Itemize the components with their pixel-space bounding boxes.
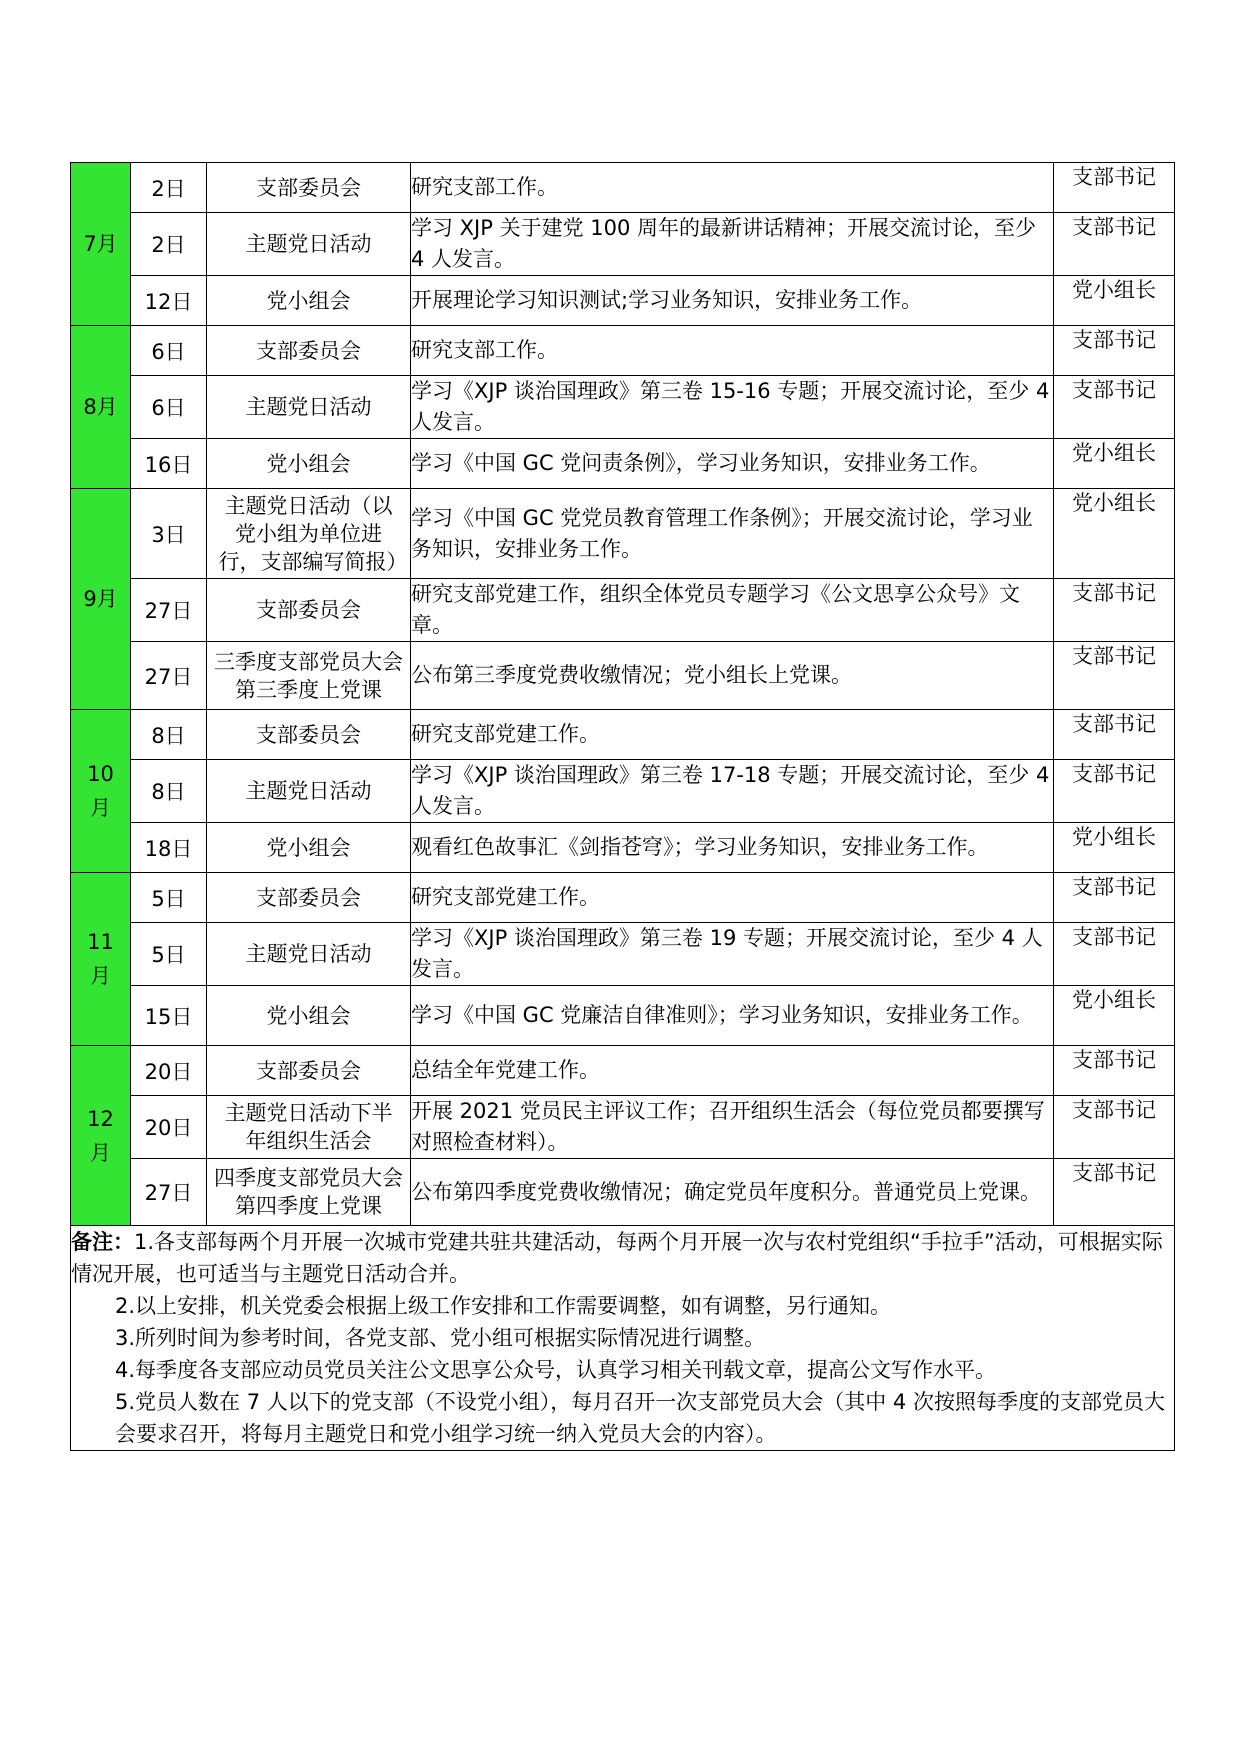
content-text: 观看红色故事汇《剑指苍穹》；学习业务知识，安排业务工作。 <box>411 835 989 859</box>
owner-text: 党小组长 <box>1072 988 1156 1012</box>
day-text: 6日 <box>151 396 186 420</box>
month-label: 9月 <box>83 587 118 611</box>
type-text: 支部委员会 <box>256 722 361 747</box>
day-text: 2日 <box>151 233 186 257</box>
schedule-table <box>70 162 1175 1451</box>
content-text: 学习《中国 GC 党问责条例》，学习业务知识，安排业务工作。 <box>411 451 991 475</box>
content-cell <box>411 873 1054 923</box>
notes-label: 备注： <box>71 1230 134 1254</box>
type-text: 主题党日活动下半年组织生活会 <box>224 1101 393 1153</box>
type-text: 主题党日活动（以党小组为单位进行，支部编写简报） <box>218 493 408 574</box>
schedule-body <box>71 163 1175 1451</box>
owner-text: 党小组长 <box>1072 441 1156 465</box>
owner-text: 党小组长 <box>1072 491 1156 515</box>
day-cell <box>131 1046 207 1096</box>
owner-text: 支部书记 <box>1072 215 1156 239</box>
note-item: 3.所列时间为参考时间，各党支部、党小组可根据实际情况进行调整。 <box>115 1326 766 1350</box>
schedule-row <box>71 823 1175 873</box>
month-label: 8月 <box>83 395 118 419</box>
day-cell <box>131 1159 207 1226</box>
content-text: 研究支部党建工作。 <box>411 885 600 909</box>
day-cell <box>131 376 207 439</box>
owner-text: 支部书记 <box>1072 1048 1156 1072</box>
schedule-row <box>71 642 1175 710</box>
content-text: 学习 XJP 关于建党 100 周年的最新讲话精神；开展交流讨论，至少 4 人发言。 <box>411 216 1037 271</box>
owner-cell <box>1054 326 1175 376</box>
day-cell <box>131 710 207 760</box>
content-text: 学习《XJP 谈治国理政》第三卷 15-16 专题；开展交流讨论，至少 4 人发言。 <box>411 379 1050 434</box>
type-text: 三季度支部党员大会第三季度上党课 <box>214 649 403 702</box>
day-text: 27日 <box>144 1181 193 1205</box>
owner-text: 党小组长 <box>1072 278 1156 302</box>
owner-cell <box>1054 489 1175 579</box>
note-item <box>71 1226 1174 1290</box>
owner-text: 支部书记 <box>1072 875 1156 899</box>
month-cell <box>71 489 131 710</box>
owner-cell <box>1054 1046 1175 1096</box>
content-text: 总结全年党建工作。 <box>411 1058 600 1082</box>
content-cell <box>411 579 1054 642</box>
type-cell <box>207 163 411 213</box>
day-cell <box>131 923 207 986</box>
content-text: 公布第三季度党费收缴情况；党小组长上党课。 <box>411 663 852 687</box>
type-text: 党小组会 <box>266 835 351 860</box>
day-text: 6日 <box>151 339 186 364</box>
schedule-row <box>71 439 1175 489</box>
type-cell <box>207 579 411 642</box>
type-cell <box>207 1046 411 1096</box>
owner-cell <box>1054 163 1175 213</box>
type-text: 支部委员会 <box>256 598 361 622</box>
owner-text: 支部书记 <box>1072 925 1156 949</box>
day-cell <box>131 489 207 579</box>
owner-cell <box>1054 873 1175 923</box>
schedule-row <box>71 873 1175 923</box>
content-cell <box>411 1159 1054 1226</box>
type-cell <box>207 326 411 376</box>
day-text: 15日 <box>144 1004 193 1029</box>
content-cell <box>411 986 1054 1046</box>
content-cell <box>411 376 1054 439</box>
note-item: 5.党员人数在 7 人以下的党支部（不设党小组），每月召开一次支部党员大会（其中 4 次按照每季度的支部党员大会要求召开，将每月主题党日和党小组学习统一纳入党员大会的内容）。 <box>115 1390 1165 1446</box>
content-cell <box>411 213 1054 276</box>
month-label: 12月 <box>87 1106 114 1165</box>
content-text: 学习《XJP 谈治国理政》第三卷 19 专题；开展交流讨论，至少 4 人发言。 <box>411 926 1043 981</box>
owner-cell <box>1054 276 1175 326</box>
type-text: 主题党日活动 <box>245 232 372 256</box>
content-cell <box>411 823 1054 873</box>
note-text: 1.各支部每两个月开展一次城市党建共驻共建活动，每两个月开展一次与农村党组织“手拉手”活动，可根据实际情况开展，也可适当与主题党日活动合并。 <box>71 1230 1163 1286</box>
content-text: 研究支部工作。 <box>411 175 558 199</box>
owner-text: 支部书记 <box>1072 581 1156 605</box>
owner-text: 支部书记 <box>1072 1098 1156 1122</box>
schedule-row <box>71 326 1175 376</box>
schedule-row <box>71 710 1175 760</box>
owner-cell <box>1054 1096 1175 1159</box>
content-text: 公布第四季度党费收缴情况；确定党员年度积分。普通党员上党课。 <box>411 1179 1041 1204</box>
day-cell <box>131 579 207 642</box>
owner-text: 党小组长 <box>1072 825 1156 849</box>
type-cell <box>207 873 411 923</box>
type-text: 主题党日活动 <box>245 942 372 966</box>
type-text: 支部委员会 <box>256 175 361 200</box>
owner-text: 支部书记 <box>1072 1161 1156 1185</box>
schedule-row <box>71 923 1175 986</box>
day-text: 12日 <box>144 289 193 314</box>
content-text: 研究支部党建工作，组织全体党员专题学习《公文思享公众号》文章。 <box>411 582 1020 637</box>
type-cell <box>207 376 411 439</box>
type-text: 党小组会 <box>266 288 351 313</box>
type-text: 党小组会 <box>266 451 351 476</box>
day-text: 3日 <box>151 522 186 547</box>
owner-text: 支部书记 <box>1072 762 1156 786</box>
note-item: 4.每季度各支部应动员党员关注公文思享公众号，认真学习相关刊载文章，提高公文写作水平。 <box>115 1358 997 1382</box>
type-cell <box>207 213 411 276</box>
day-cell <box>131 986 207 1046</box>
type-cell <box>207 760 411 823</box>
owner-cell <box>1054 579 1175 642</box>
content-cell <box>411 923 1054 986</box>
type-cell <box>207 489 411 579</box>
owner-cell <box>1054 376 1175 439</box>
day-text: 20日 <box>144 1116 193 1140</box>
content-cell <box>411 326 1054 376</box>
day-text: 16日 <box>144 452 193 477</box>
day-text: 27日 <box>144 599 193 623</box>
type-cell <box>207 710 411 760</box>
schedule-row <box>71 1159 1175 1226</box>
day-cell <box>131 439 207 489</box>
owner-text: 支部书记 <box>1072 712 1156 736</box>
type-cell <box>207 439 411 489</box>
owner-cell <box>1054 439 1175 489</box>
owner-text: 支部书记 <box>1072 165 1156 189</box>
day-cell <box>131 276 207 326</box>
owner-text: 支部书记 <box>1072 378 1156 402</box>
owner-cell <box>1054 986 1175 1046</box>
type-text: 主题党日活动 <box>245 779 372 803</box>
day-cell <box>131 823 207 873</box>
content-text: 学习《中国 GC 党党员教育管理工作条例》；开展交流讨论，学习业务知识，安排业务工作。 <box>411 505 1033 561</box>
owner-cell <box>1054 923 1175 986</box>
type-cell <box>207 986 411 1046</box>
month-cell <box>71 326 131 489</box>
type-cell <box>207 642 411 710</box>
month-label: 11月 <box>87 930 114 988</box>
type-cell <box>207 823 411 873</box>
schedule-row <box>71 1096 1175 1159</box>
owner-cell <box>1054 1159 1175 1226</box>
content-cell <box>411 276 1054 326</box>
content-cell <box>411 642 1054 710</box>
type-text: 支部委员会 <box>256 1058 361 1083</box>
notes-cell <box>71 1226 1175 1451</box>
type-text: 党小组会 <box>266 1003 351 1028</box>
day-text: 2日 <box>151 176 186 201</box>
day-cell <box>131 873 207 923</box>
month-cell <box>71 1046 131 1226</box>
owner-cell <box>1054 642 1175 710</box>
day-cell <box>131 213 207 276</box>
notes-row <box>71 1226 1175 1451</box>
type-cell <box>207 276 411 326</box>
schedule-row <box>71 489 1175 579</box>
schedule-row <box>71 276 1175 326</box>
schedule-row <box>71 376 1175 439</box>
content-text: 开展 2021 党员民主评议工作；召开组织生活会（每位党员都要撰写对照检查材料）。 <box>411 1099 1045 1154</box>
month-cell <box>71 710 131 873</box>
owner-cell <box>1054 213 1175 276</box>
type-cell <box>207 1096 411 1159</box>
day-cell <box>131 1096 207 1159</box>
content-text: 研究支部党建工作。 <box>411 722 600 746</box>
day-text: 8日 <box>151 723 186 748</box>
schedule-row <box>71 760 1175 823</box>
type-text: 支部委员会 <box>256 885 361 910</box>
content-cell <box>411 1096 1054 1159</box>
schedule-row <box>71 579 1175 642</box>
content-text: 开展理论学习知识测试;学习业务知识，安排业务工作。 <box>411 288 923 312</box>
content-text: 学习《中国 GC 党廉洁自律准则》；学习业务知识，安排业务工作。 <box>411 1003 1033 1027</box>
owner-text: 支部书记 <box>1072 328 1156 352</box>
day-cell <box>131 163 207 213</box>
day-cell <box>131 760 207 823</box>
content-cell <box>411 439 1054 489</box>
owner-cell <box>1054 823 1175 873</box>
schedule-row <box>71 986 1175 1046</box>
type-text: 支部委员会 <box>256 338 361 363</box>
day-text: 8日 <box>151 780 186 804</box>
day-text: 20日 <box>144 1059 193 1084</box>
month-label: 7月 <box>83 232 118 256</box>
day-text: 5日 <box>151 943 186 967</box>
type-text: 主题党日活动 <box>245 395 372 419</box>
month-cell <box>71 163 131 326</box>
day-text: 18日 <box>144 836 193 861</box>
month-label: 10月 <box>87 762 114 820</box>
owner-cell <box>1054 760 1175 823</box>
day-text: 5日 <box>151 886 186 911</box>
owner-cell <box>1054 710 1175 760</box>
day-cell <box>131 326 207 376</box>
content-cell <box>411 710 1054 760</box>
day-text: 27日 <box>144 664 193 689</box>
content-cell <box>411 760 1054 823</box>
content-cell <box>411 1046 1054 1096</box>
type-cell <box>207 923 411 986</box>
content-cell <box>411 163 1054 213</box>
content-cell <box>411 489 1054 579</box>
schedule-row <box>71 163 1175 213</box>
type-text: 四季度支部党员大会第四季度上党课 <box>214 1166 403 1218</box>
type-cell <box>207 1159 411 1226</box>
content-text: 学习《XJP 谈治国理政》第三卷 17-18 专题；开展交流讨论，至少 4 人发言。 <box>411 763 1050 818</box>
note-item: 2.以上安排，机关党委会根据上级工作安排和工作需要调整，如有调整，另行通知。 <box>115 1294 892 1318</box>
owner-text: 支部书记 <box>1072 644 1156 668</box>
schedule-row <box>71 213 1175 276</box>
schedule-row <box>71 1046 1175 1096</box>
month-cell <box>71 873 131 1046</box>
content-text: 研究支部工作。 <box>411 338 558 362</box>
day-cell <box>131 642 207 710</box>
